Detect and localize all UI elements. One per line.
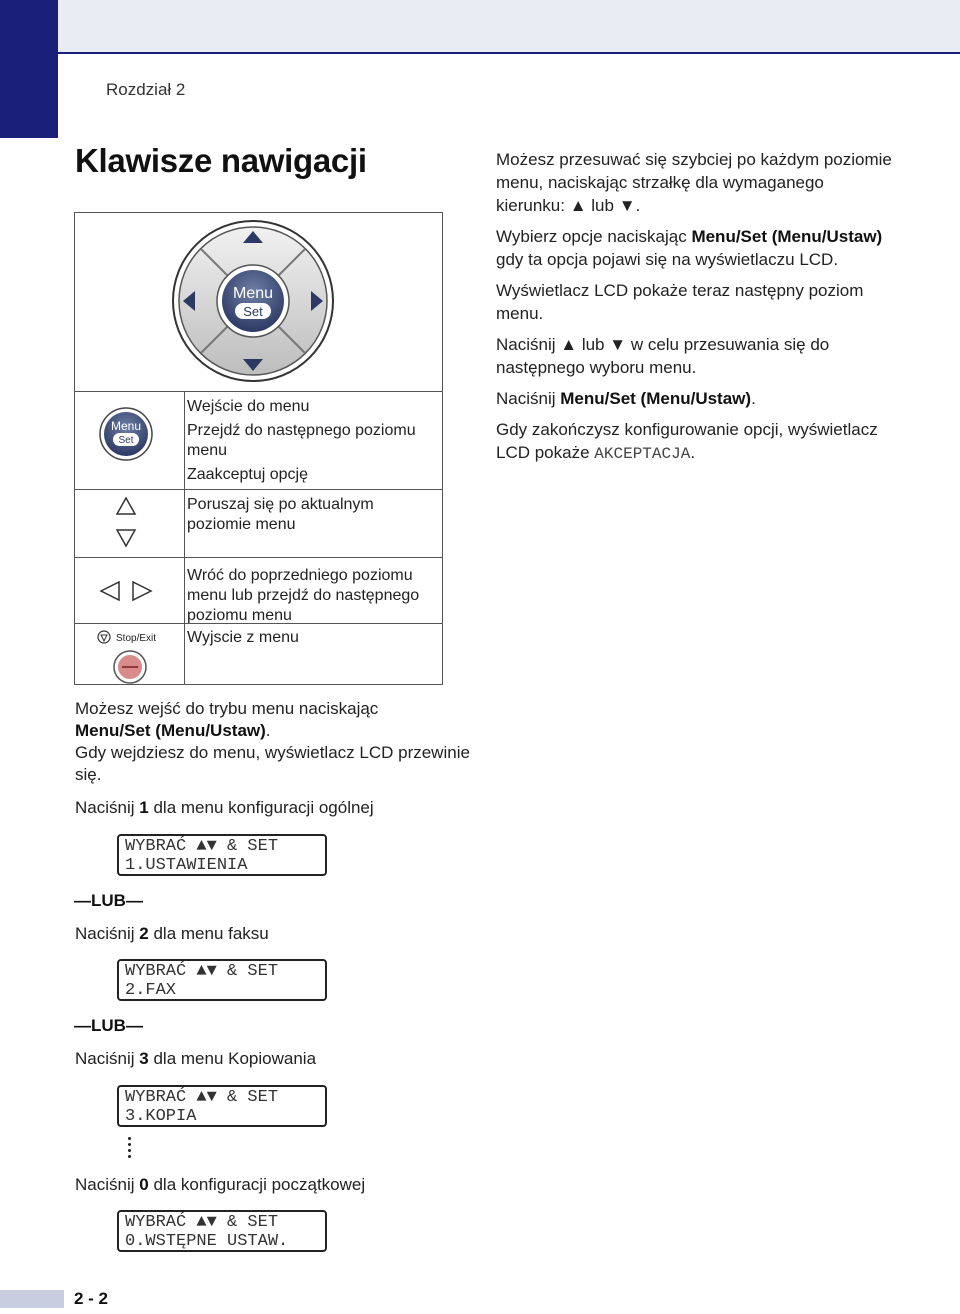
row-description: Wyjscie z menu — [187, 629, 299, 646]
paragraph: Naciśnij ▲ lub ▼ w celu przesuwania się do następnego wyboru menu. — [496, 335, 830, 377]
step-2: Naciśnij 2 dla menu faksu — [75, 924, 269, 943]
row-description: Poruszaj się po aktualnym poziomie menu — [187, 496, 374, 533]
menu-set-key-icon — [75, 391, 185, 489]
step-0: Naciśnij 0 dla konfiguracji początkowej — [75, 1175, 366, 1194]
header-band — [0, 0, 960, 52]
menu-key-label-bottom: Set — [243, 304, 263, 319]
stop-exit-label: Stop/Exit — [116, 633, 157, 644]
table-row — [75, 623, 442, 685]
page-number: 2 - 2 — [74, 1289, 109, 1308]
lcd-display: WYBRAĆ ▲▼ & SET 3.KOPIA — [117, 1085, 327, 1127]
stop-icon — [98, 631, 110, 643]
down-arrow-icon — [117, 530, 135, 546]
paragraph: Gdy zakończysz konfigurowanie opcji, wyświetlacz LCD pokaże AKCEPTACJA. — [496, 420, 878, 463]
navigation-keys-table — [74, 212, 443, 685]
or-separator: —LUB— — [74, 1016, 143, 1035]
chapter-tab — [0, 0, 58, 138]
navigation-pad — [75, 213, 442, 391]
lcd-display: WYBRAĆ ▲▼ & SET 0.WSTĘPNE USTAW. — [117, 1210, 327, 1252]
paragraph: Możesz przesuwać się szybciej po każdym poziomie menu, naciskając strzałkę dla wymaganego kierunku: ▲ lub ▼. — [496, 150, 892, 215]
page-title: Klawisze nawigacji — [75, 142, 367, 179]
ellipsis-dots — [128, 1137, 134, 1161]
svg-text:Menu: Menu — [110, 419, 142, 433]
row-description: Wróć do poprzedniego poziomu menu lub przejdź do następnego poziomu menu — [187, 567, 420, 624]
paragraph: Wybierz opcje naciskając Menu/Set (Menu/Ustaw) gdy ta opcja pojawi się na wyświetlaczu LCD. — [496, 227, 883, 269]
paragraph: Naciśnij Menu/Set (Menu/Ustaw). — [496, 389, 756, 408]
header-rule — [58, 52, 960, 54]
svg-text:Set: Set — [118, 435, 134, 446]
lcd-display: WYBRAĆ ▲▼ & SET 1.USTAWIENIA — [117, 834, 327, 876]
stop-exit-button-icon — [114, 651, 146, 683]
row-description: Wejście do menu Przejdź do następnego poziomu menu Zaakceptuj opcję — [187, 398, 416, 483]
paragraph: Wyświetlacz LCD pokaże teraz następny poziom menu. — [496, 281, 864, 323]
right-arrow-icon — [133, 582, 151, 600]
footer-bar — [0, 1290, 64, 1308]
right-column — [496, 148, 896, 474]
navigation-pad-illustration — [75, 213, 442, 392]
left-arrow-icon — [101, 582, 119, 600]
lcd-display: WYBRAĆ ▲▼ & SET 2.FAX — [117, 959, 327, 1001]
intro-paragraph: Możesz wejść do trybu menu naciskając Menu/Set (Menu/Ustaw). Gdy wejdziesz do menu, wyświetlacz LCD przewinie się. — [75, 699, 470, 784]
table-row — [75, 391, 442, 489]
up-arrow-icon — [117, 498, 135, 514]
table-row — [75, 489, 442, 557]
step-3: Naciśnij 3 dla menu Kopiowania — [75, 1049, 317, 1068]
or-separator: —LUB— — [74, 891, 143, 910]
chapter-label: Rozdział 2 — [106, 80, 186, 99]
menu-key-label-top: Menu — [232, 285, 274, 302]
table-row — [75, 557, 442, 623]
step-1: Naciśnij 1 dla menu konfiguracji ogólnej — [75, 798, 374, 817]
